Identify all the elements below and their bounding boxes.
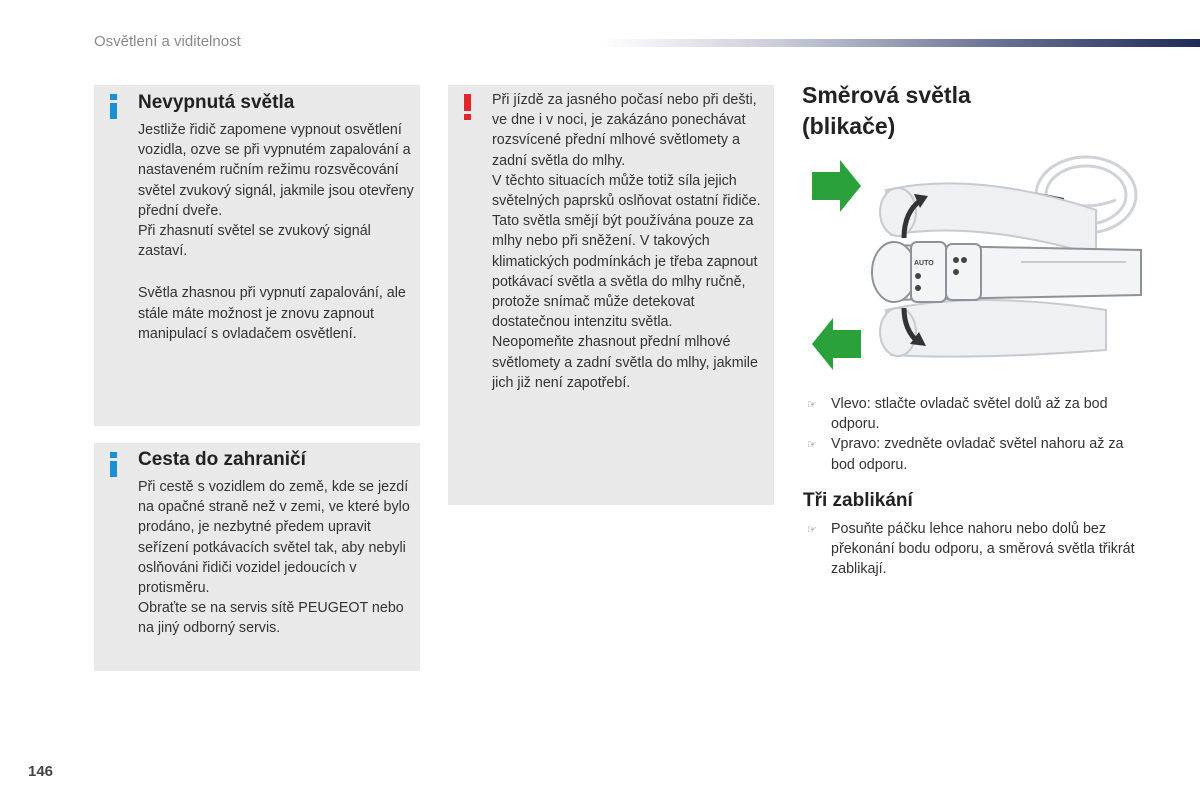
turn-signal-bullets	[807, 394, 1147, 475]
list-item-text: Vlevo: stlačte ovladač světel dolů až za bod odporu.	[831, 396, 1108, 433]
info-icon	[110, 94, 117, 119]
left-arrow-icon	[812, 318, 861, 370]
paragraph: Při jízdě za jasného počasí nebo při dešti, ve dne i v noci, je zakázáno ponechávat rozsvícené přední mlhové světlomety a zadní světla do mlhy.	[492, 92, 757, 169]
stalk-down-ghost	[880, 300, 1106, 357]
list-item-text: Posuňte páčku lehce nahoru nebo dolů bez překonání bodu odporu, a směrová světla třikrát zablikají.	[831, 521, 1135, 578]
paragraph: Světla zhasnou při vypnutí zapalování, ale stále máte možnost je znovu zapnout manipulací s ovladačem osvětlení.	[138, 285, 406, 342]
list-item	[807, 519, 1147, 580]
header-bar	[600, 39, 1200, 47]
hand-pointer-icon: ☞	[807, 524, 817, 536]
info-box-travel-abroad	[94, 443, 420, 671]
paragraph: Jestliže řidič zapomene vypnout osvětlení vozidla, ozve se při vypnutém zapalování a nastaveném ručním režimu rozsvěcování světel zvukový signál, jakmile jsou otevřeny přední dveře.	[138, 122, 414, 219]
info-box-title: Cesta do zahraničí	[138, 449, 306, 470]
paragraph: V těchto situacích může totiž síla jejich světelných paprsků oslňovat ostatní řidiče.	[492, 172, 761, 210]
page-number: 146	[28, 763, 54, 780]
paragraph: Tato světla smějí být používána pouze za mlhy nebo při sněžení. V takových klimatických podmínkách je třeba zapnout potkávací světla a světla do mlhy ručně, protože snímač může detekovat dostatečnou intenzitu světla.	[492, 213, 758, 331]
section-title	[802, 80, 1102, 142]
stalk-label: AUTO	[914, 260, 934, 267]
paragraph: Při zhasnutí světel se zvukový signál zastaví.	[138, 223, 371, 260]
warning-icon	[464, 94, 471, 120]
info-icon	[110, 452, 117, 477]
warning-box-fog-lights	[448, 85, 774, 505]
hand-pointer-icon: ☞	[807, 439, 817, 452]
list-item	[807, 394, 1147, 434]
info-box-title: Nevypnutá světla	[138, 92, 295, 113]
paragraph: Obraťte se na servis sítě PEUGEOT nebo na jiný odborný servis.	[138, 600, 404, 637]
warning-box-text	[492, 90, 772, 393]
section-title-line2: (blikače)	[802, 113, 896, 139]
info-box-unswitched-lights	[94, 85, 420, 426]
list-item	[807, 434, 1147, 474]
stalk-main	[872, 242, 1141, 302]
turn-signal-stalk-illustration	[806, 150, 1146, 375]
three-flash-bullets	[807, 519, 1147, 580]
hand-pointer-icon: ☞	[807, 399, 817, 411]
info-box-text	[138, 477, 418, 639]
right-arrow-icon	[812, 160, 861, 212]
section-title-line1: Směrová světla	[802, 82, 971, 108]
paragraph: Neopomeňte zhasnout přední mlhové světlomety a zadní světla do mlhy, jakmile jich již není zapotřebí.	[492, 334, 758, 391]
list-item-text: Vpravo: zvedněte ovladač světel nahoru až za bod odporu.	[831, 436, 1124, 473]
info-box-text	[138, 120, 418, 344]
header-section-title: Osvětlení a viditelnost	[94, 33, 241, 50]
sub-section-title: Tři zablikání	[803, 490, 913, 511]
paragraph: Při cestě s vozidlem do země, kde se jezdí na opačné straně než v zemi, ve které bylo prodáno, je nezbytné předem upravit seřízení potkávacích světel tak, aby nebyli oslňováni řidiči vozidel jedoucích v protisměru.	[138, 479, 410, 597]
